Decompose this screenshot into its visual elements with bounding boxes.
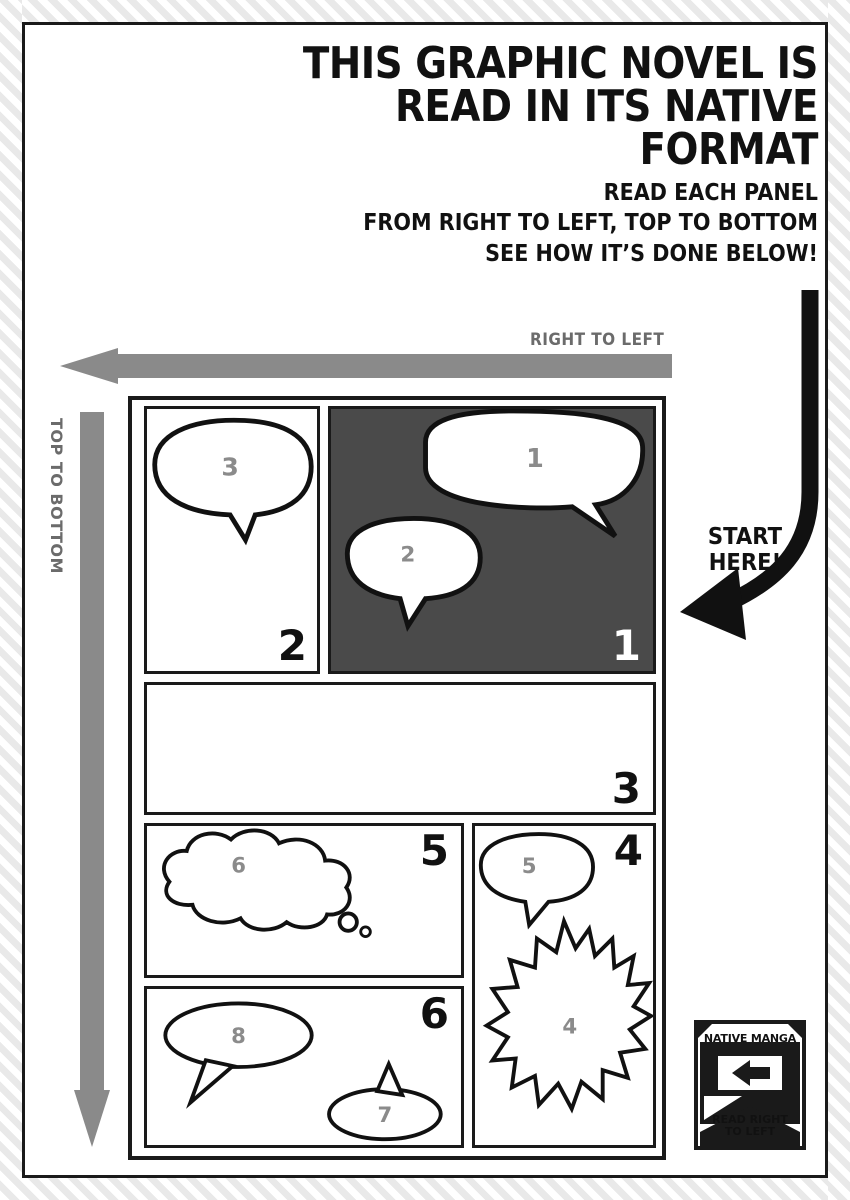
badge-bottom-line-1: READ RIGHT	[712, 1112, 788, 1126]
page-subtitle-line-1: READ EACH PANEL	[603, 180, 818, 206]
panel-2-number: 2	[277, 621, 307, 670]
top-to-bottom-label: TOP TO BOTTOM	[47, 418, 66, 574]
panel-1-bubble-label-2: 2	[400, 542, 416, 568]
badge-artwork	[698, 1024, 802, 1146]
comic-page	[128, 396, 666, 1160]
start-here-line-2: HERE!	[708, 550, 782, 577]
badge-top-label: NATIVE MANGA	[703, 1032, 797, 1045]
top-to-bottom-arrow-icon	[74, 412, 110, 1147]
page-title-line-1: THIS GRAPHIC NOVEL IS	[302, 38, 819, 89]
panel-5-number: 5	[419, 826, 449, 875]
panel-4-bubble-label-2: 4	[562, 1014, 578, 1040]
decorative-stripes-left	[0, 0, 22, 1200]
badge-bottom-line-2: TO LEFT	[724, 1125, 776, 1139]
panel-6-bubble-label-1: 8	[231, 1023, 246, 1049]
panel-2-bubble-label-1: 3	[221, 452, 239, 482]
start-here-label	[694, 524, 795, 577]
comic-panel-1[interactable]	[328, 406, 656, 674]
start-here-line-1: START	[707, 524, 783, 550]
panel-1-artwork	[331, 409, 653, 671]
page-subtitle-line-2: FROM RIGHT TO LEFT, TOP TO BOTTOM	[363, 210, 818, 237]
panel-6-artwork	[147, 989, 461, 1145]
panel-1-number: 1	[611, 621, 641, 670]
panel-5-artwork	[147, 826, 461, 975]
panel-5-bubble-label-1: 6	[231, 852, 246, 878]
page-title-line-2: READ IN ITS NATIVE FORMAT	[394, 81, 818, 176]
panel-3-number: 3	[611, 764, 641, 813]
comic-panel-6[interactable]	[144, 986, 464, 1148]
page-title	[255, 38, 819, 176]
panel-1-bubble-label-1: 1	[526, 442, 544, 473]
comic-panel-3[interactable]	[144, 682, 656, 815]
panel-6-bubble-label-2: 7	[377, 1102, 393, 1128]
badge-bottom-label	[698, 1114, 802, 1139]
right-to-left-label: RIGHT TO LEFT	[530, 330, 665, 350]
native-manga-badge	[694, 1020, 806, 1150]
decorative-stripes-top	[0, 0, 850, 22]
page-subtitle	[242, 178, 818, 269]
comic-panel-2[interactable]	[144, 406, 320, 674]
panel-4-bubble-label-1: 5	[521, 853, 537, 879]
right-to-left-arrow-icon	[60, 348, 672, 384]
comic-panel-4[interactable]	[472, 823, 656, 1148]
panel-4-number: 4	[613, 826, 643, 875]
panel-6-number: 6	[419, 989, 449, 1038]
comic-panel-5[interactable]	[144, 823, 464, 978]
page-subtitle-line-3: SEE HOW IT’S DONE BELOW!	[485, 240, 818, 267]
start-here-arrow-icon	[668, 282, 830, 662]
decorative-stripes-bottom	[0, 1178, 850, 1200]
decorative-stripes-right	[828, 0, 850, 1200]
